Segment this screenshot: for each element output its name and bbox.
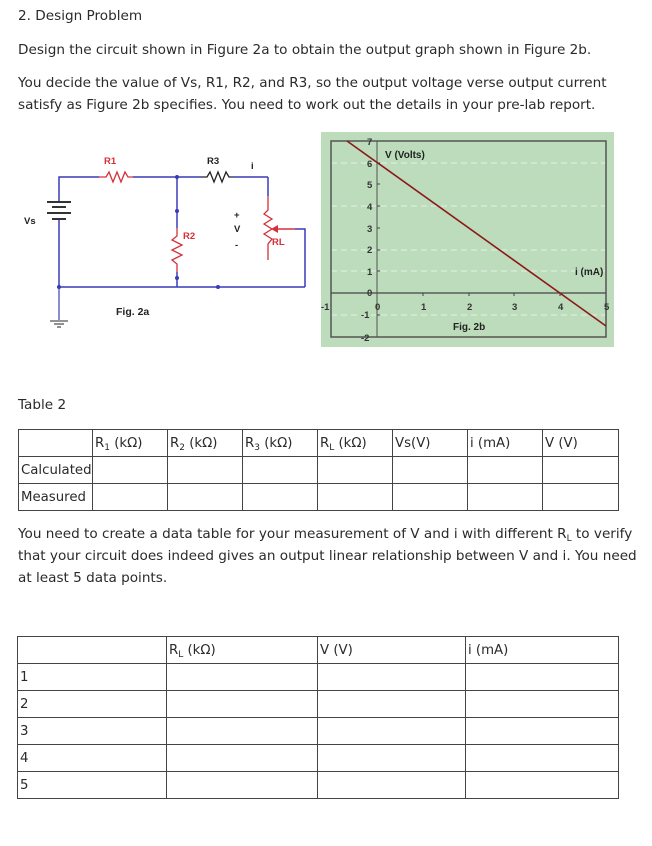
- figure-2a-circuit: [0, 140, 320, 340]
- table-row: [18, 664, 619, 691]
- table-header-cell: i (mA): [468, 430, 543, 457]
- svg-text:4: 4: [367, 202, 373, 213]
- table-header-cell: $R_L$ (kΩ): [318, 430, 393, 457]
- table-header-cell: [19, 430, 93, 457]
- svg-text:7: 7: [367, 137, 373, 148]
- table-cell[interactable]: [168, 484, 243, 511]
- svg-text:0: 0: [375, 302, 381, 313]
- table-cell[interactable]: [466, 691, 619, 718]
- table-cell[interactable]: [543, 457, 619, 484]
- row-label-measured: Measured: [19, 484, 93, 511]
- table-header-cell: $R_1$ (kΩ): [93, 430, 168, 457]
- row-number: 3: [18, 718, 167, 745]
- table-cell[interactable]: [93, 457, 168, 484]
- x-axis-label: i (mA): [575, 267, 604, 278]
- table-row: [19, 457, 619, 484]
- vi-line-chart: [321, 132, 614, 347]
- table-cell[interactable]: [393, 484, 468, 511]
- svg-text:-2: -2: [361, 333, 370, 344]
- table-cell[interactable]: [318, 691, 466, 718]
- svg-text:1: 1: [421, 302, 427, 313]
- table-cell[interactable]: [167, 745, 318, 772]
- instructions-line-1: You decide the value of Vs, R1, R2, and R3, so the output voltage verse output current: [18, 75, 607, 91]
- vs-label: Vs: [24, 216, 36, 227]
- table-header-cell: [18, 637, 167, 664]
- table-cell[interactable]: [318, 772, 466, 799]
- section-title: 2. Design Problem: [18, 8, 143, 24]
- y-axis-label: V (Volts): [385, 150, 425, 161]
- svg-text:4: 4: [558, 302, 564, 313]
- table-cell[interactable]: [167, 718, 318, 745]
- table-cell[interactable]: [393, 457, 468, 484]
- instructions-line-2: satisfy as Figure 2b specifies. You need to work out the details in your pre-lab report.: [18, 97, 596, 113]
- fig-2b-caption: Fig. 2b: [453, 322, 486, 333]
- svg-text:-1: -1: [361, 310, 370, 321]
- svg-text:2: 2: [367, 245, 373, 256]
- svg-text:-1: -1: [321, 302, 330, 313]
- table-header-cell: i (mA): [466, 637, 619, 664]
- table-cell[interactable]: [167, 664, 318, 691]
- table-cell[interactable]: [93, 484, 168, 511]
- table-cell[interactable]: [318, 664, 466, 691]
- table-cell[interactable]: [243, 457, 318, 484]
- measurement-line-1: You need to create a data table for your measurement of V and i with different $R_L$ to verify: [18, 526, 633, 544]
- table-header-cell: $R_3$ (kΩ): [243, 430, 318, 457]
- table-cell[interactable]: [243, 484, 318, 511]
- voltage-label: V: [234, 224, 241, 235]
- table-cell[interactable]: [318, 745, 466, 772]
- svg-text:5: 5: [367, 180, 373, 191]
- svg-text:3: 3: [512, 302, 518, 313]
- table-cell[interactable]: [318, 457, 393, 484]
- table-header-cell: Vs(V): [393, 430, 468, 457]
- measurement-line-2: that your circuit does indeed gives an output linear relationship between V and i. You need: [18, 548, 637, 564]
- table-header-cell: V (V): [543, 430, 619, 457]
- row-number: 1: [18, 664, 167, 691]
- table-row: [18, 718, 619, 745]
- table-row: [18, 691, 619, 718]
- table-cell[interactable]: [318, 718, 466, 745]
- minus-sign: -: [235, 240, 239, 251]
- table-cell[interactable]: [168, 457, 243, 484]
- table-cell[interactable]: [466, 718, 619, 745]
- r2-label: R2: [183, 231, 196, 242]
- svg-text:1: 1: [367, 267, 373, 278]
- table-cell[interactable]: [543, 484, 619, 511]
- r1-label: R1: [104, 156, 117, 167]
- measurement-header-row: [18, 637, 619, 664]
- table-row: [18, 745, 619, 772]
- current-label: i: [251, 161, 254, 172]
- table-cell[interactable]: [318, 484, 393, 511]
- table-header-cell: $R_2$ (kΩ): [168, 430, 243, 457]
- measurement-line-3: at least 5 data points.: [18, 570, 168, 586]
- row-label-calculated: Calculated: [19, 457, 93, 484]
- intro-paragraph: Design the circuit shown in Figure 2a to obtain the output graph shown in Figure 2b.: [18, 42, 592, 58]
- r3-label: R3: [207, 156, 220, 167]
- row-number: 4: [18, 745, 167, 772]
- svg-text:6: 6: [367, 159, 373, 170]
- svg-text:5: 5: [604, 302, 610, 313]
- plus-sign: +: [234, 210, 240, 221]
- table-2-caption: Table 2: [18, 397, 67, 413]
- svg-text:3: 3: [367, 224, 373, 235]
- figure-2b-graph: [321, 132, 614, 347]
- svg-text:2: 2: [467, 302, 473, 313]
- svg-text:0: 0: [367, 288, 373, 299]
- table-cell[interactable]: [468, 484, 543, 511]
- table-row: [18, 772, 619, 799]
- table-2-header-row: [19, 430, 619, 457]
- table-cell[interactable]: [466, 745, 619, 772]
- table-cell[interactable]: [167, 691, 318, 718]
- table-cell[interactable]: [468, 457, 543, 484]
- table-cell[interactable]: [167, 772, 318, 799]
- table-2: [18, 429, 619, 511]
- table-row: [19, 484, 619, 511]
- table-header-cell: $R_L$ (kΩ): [167, 637, 318, 664]
- rl-label: RL: [272, 237, 285, 248]
- table-header-cell: V (V): [318, 637, 466, 664]
- measurement-table: [17, 636, 619, 799]
- row-number: 2: [18, 691, 167, 718]
- table-cell[interactable]: [466, 664, 619, 691]
- row-number: 5: [18, 772, 167, 799]
- fig-2a-caption: Fig. 2a: [116, 306, 150, 318]
- table-cell[interactable]: [466, 772, 619, 799]
